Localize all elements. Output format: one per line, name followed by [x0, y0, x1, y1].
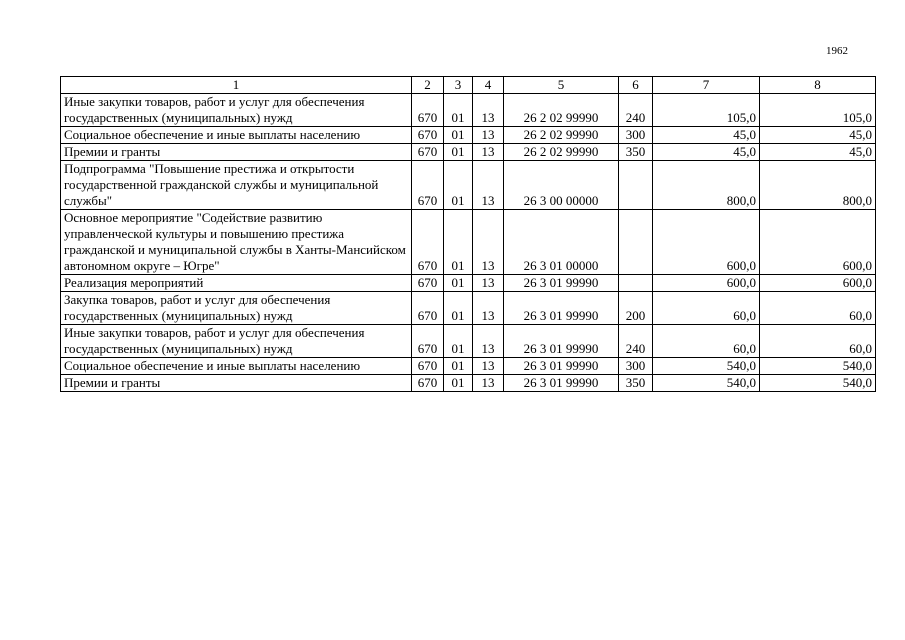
row-target-article: 26 2 02 99990 — [504, 144, 619, 161]
row-section: 01 — [444, 292, 473, 325]
header-col-1: 1 — [61, 77, 412, 94]
row-amount-1: 600,0 — [653, 275, 760, 292]
row-amount-2: 60,0 — [760, 325, 876, 358]
row-expense-type: 350 — [619, 375, 653, 392]
row-name: Иные закупки товаров, работ и услуг для обеспечения государственных (муниципальных) нужд — [61, 94, 412, 127]
table-row — [61, 358, 876, 375]
row-section: 01 — [444, 325, 473, 358]
row-section: 01 — [444, 94, 473, 127]
row-name: Подпрограмма "Повышение престижа и открытости государственной гражданской службы и муниципальной службы" — [61, 161, 412, 210]
row-amount-1: 540,0 — [653, 375, 760, 392]
row-section: 01 — [444, 127, 473, 144]
row-target-article: 26 3 00 00000 — [504, 161, 619, 210]
row-name: Закупка товаров, работ и услуг для обеспечения государственных (муниципальных) нужд — [61, 292, 412, 325]
row-target-article: 26 3 01 99990 — [504, 358, 619, 375]
row-amount-2: 600,0 — [760, 210, 876, 275]
row-amount-1: 60,0 — [653, 325, 760, 358]
header-col-5: 5 — [504, 77, 619, 94]
header-col-6: 6 — [619, 77, 653, 94]
row-code-admin: 670 — [412, 292, 444, 325]
row-amount-2: 540,0 — [760, 358, 876, 375]
row-amount-2: 45,0 — [760, 144, 876, 161]
row-amount-1: 540,0 — [653, 358, 760, 375]
row-subsection: 13 — [473, 127, 504, 144]
row-subsection: 13 — [473, 210, 504, 275]
row-subsection: 13 — [473, 161, 504, 210]
header-col-7: 7 — [653, 77, 760, 94]
row-code-admin: 670 — [412, 94, 444, 127]
row-subsection: 13 — [473, 275, 504, 292]
row-amount-2: 800,0 — [760, 161, 876, 210]
row-subsection: 13 — [473, 325, 504, 358]
row-amount-1: 45,0 — [653, 127, 760, 144]
row-expense-type — [619, 161, 653, 210]
row-code-admin: 670 — [412, 210, 444, 275]
row-expense-type: 300 — [619, 358, 653, 375]
budget-table — [60, 76, 876, 392]
row-expense-type — [619, 210, 653, 275]
row-expense-type: 240 — [619, 94, 653, 127]
row-section: 01 — [444, 144, 473, 161]
table-row — [61, 144, 876, 161]
row-code-admin: 670 — [412, 161, 444, 210]
page-number: 1962 — [826, 45, 848, 57]
row-subsection: 13 — [473, 144, 504, 161]
table-row — [61, 292, 876, 325]
row-name: Основное мероприятие "Содействие развитию управленческой культуры и повышению престижа гражданской и муниципальной службы в Ханты-Мансийском автономном округе – Югре" — [61, 210, 412, 275]
table-row — [61, 210, 876, 275]
row-subsection: 13 — [473, 94, 504, 127]
row-expense-type — [619, 275, 653, 292]
row-name: Реализация мероприятий — [61, 275, 412, 292]
row-code-admin: 670 — [412, 358, 444, 375]
row-name: Социальное обеспечение и иные выплаты населению — [61, 358, 412, 375]
row-amount-2: 105,0 — [760, 94, 876, 127]
row-amount-2: 600,0 — [760, 275, 876, 292]
row-section: 01 — [444, 358, 473, 375]
row-subsection: 13 — [473, 292, 504, 325]
row-expense-type: 200 — [619, 292, 653, 325]
row-name: Социальное обеспечение и иные выплаты населению — [61, 127, 412, 144]
row-name: Иные закупки товаров, работ и услуг для обеспечения государственных (муниципальных) нужд — [61, 325, 412, 358]
row-code-admin: 670 — [412, 127, 444, 144]
row-amount-2: 60,0 — [760, 292, 876, 325]
table-row — [61, 325, 876, 358]
row-amount-2: 45,0 — [760, 127, 876, 144]
header-col-3: 3 — [444, 77, 473, 94]
table-row — [61, 161, 876, 210]
row-amount-2: 540,0 — [760, 375, 876, 392]
row-section: 01 — [444, 275, 473, 292]
row-amount-1: 45,0 — [653, 144, 760, 161]
table-row — [61, 94, 876, 127]
row-code-admin: 670 — [412, 275, 444, 292]
row-target-article: 26 3 01 99990 — [504, 375, 619, 392]
row-amount-1: 600,0 — [653, 210, 760, 275]
row-amount-1: 105,0 — [653, 94, 760, 127]
row-name: Премии и гранты — [61, 375, 412, 392]
row-expense-type: 240 — [619, 325, 653, 358]
header-col-8: 8 — [760, 77, 876, 94]
header-col-2: 2 — [412, 77, 444, 94]
row-target-article: 26 3 01 99990 — [504, 275, 619, 292]
row-target-article: 26 3 01 99990 — [504, 292, 619, 325]
table-row — [61, 127, 876, 144]
table-row — [61, 375, 876, 392]
row-target-article: 26 3 01 99990 — [504, 325, 619, 358]
table-row — [61, 275, 876, 292]
table-body — [61, 94, 876, 392]
header-col-4: 4 — [473, 77, 504, 94]
row-section: 01 — [444, 210, 473, 275]
row-amount-1: 800,0 — [653, 161, 760, 210]
header-row — [61, 77, 876, 94]
row-code-admin: 670 — [412, 375, 444, 392]
row-target-article: 26 2 02 99990 — [504, 127, 619, 144]
row-subsection: 13 — [473, 358, 504, 375]
row-expense-type: 350 — [619, 144, 653, 161]
row-section: 01 — [444, 375, 473, 392]
row-code-admin: 670 — [412, 325, 444, 358]
row-target-article: 26 2 02 99990 — [504, 94, 619, 127]
row-section: 01 — [444, 161, 473, 210]
row-expense-type: 300 — [619, 127, 653, 144]
row-name: Премии и гранты — [61, 144, 412, 161]
row-subsection: 13 — [473, 375, 504, 392]
row-code-admin: 670 — [412, 144, 444, 161]
row-amount-1: 60,0 — [653, 292, 760, 325]
row-target-article: 26 3 01 00000 — [504, 210, 619, 275]
